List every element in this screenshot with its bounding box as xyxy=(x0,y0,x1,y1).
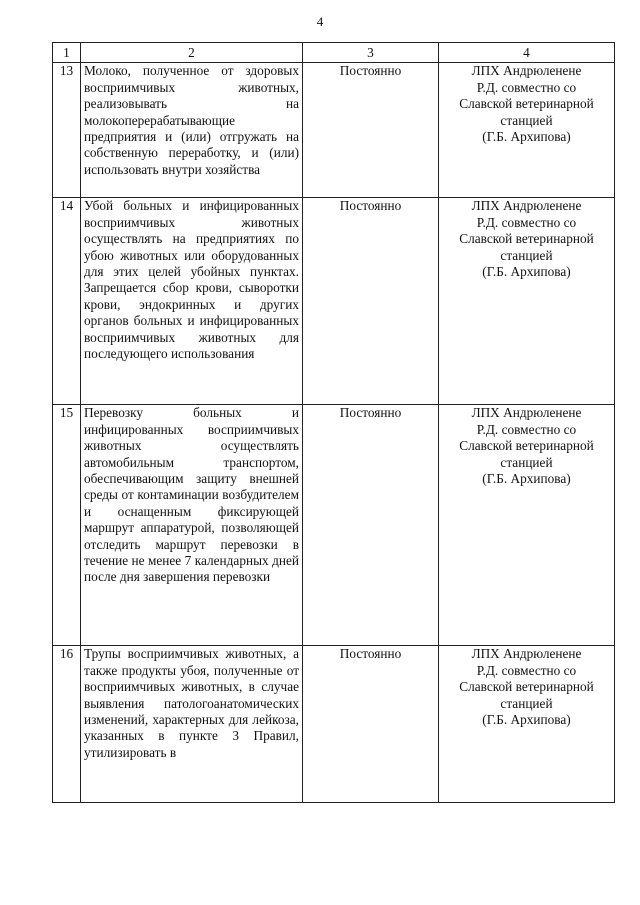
responsible-text xyxy=(439,63,615,198)
measure-text: Молоко, полученное от здоровых восприимчивых животных, реализовывать на молокоперерабатывающие предприятия и (или) отгружать на собственную переработку, и (или) использовать внутри хозяйства xyxy=(81,63,303,198)
responsible-line: ЛПХ Андрюленене xyxy=(471,63,582,79)
measures-table xyxy=(52,42,615,803)
responsible-line: Славской ветеринарной xyxy=(459,231,594,247)
responsible-line: станцией xyxy=(500,454,553,470)
column-header-measure: 2 xyxy=(81,43,303,63)
row-number: 14 xyxy=(53,198,81,405)
page-number: 4 xyxy=(316,14,324,29)
responsible-line: станцией xyxy=(500,695,553,711)
table-row xyxy=(53,198,615,405)
period-text: Постоянно xyxy=(303,405,439,646)
responsible-line: ЛПХ Андрюленене xyxy=(471,405,582,421)
responsible-line: ЛПХ Андрюленене xyxy=(471,198,582,214)
responsible-line: (Г.Б. Архипова) xyxy=(482,264,571,280)
responsible-line: Славской ветеринарной xyxy=(459,96,594,112)
table-row xyxy=(53,405,615,646)
measure-text: Убой больных и инфицированных восприимчивых животных осуществлять на предприятиях по убою животных или оборудованных для этих целей убойных пунктах. Запрещается сбор крови, сыворотки крови, эндокринных и других органов больных и инфицированных восприимчивых животных для последующего использования xyxy=(81,198,303,405)
responsible-text xyxy=(439,405,615,646)
row-number: 13 xyxy=(53,63,81,198)
responsible-line: (Г.Б. Архипова) xyxy=(482,712,571,728)
measure-text: Трупы восприимчивых животных, а также продукты убоя, полученные от восприимчивых животных, в случае выявления патологоанатомических изменений, характерных для лейкоза, указанных в пункте 3 Правил, утилизировать в xyxy=(81,646,303,803)
table-header-row xyxy=(53,43,615,63)
table-row xyxy=(53,63,615,198)
responsible-line: Р.Д. совместно со xyxy=(476,662,577,678)
column-header-responsible: 4 xyxy=(439,43,615,63)
responsible-line: станцией xyxy=(500,247,553,263)
responsible-line: Славской ветеринарной xyxy=(459,438,594,454)
row-number: 16 xyxy=(53,646,81,803)
responsible-line: Р.Д. совместно со xyxy=(476,421,577,437)
period-text: Постоянно xyxy=(303,63,439,198)
responsible-text xyxy=(439,198,615,405)
responsible-text xyxy=(439,646,615,803)
column-header-number: 1 xyxy=(53,43,81,63)
period-text: Постоянно xyxy=(303,646,439,803)
responsible-line: (Г.Б. Архипова) xyxy=(482,471,571,487)
responsible-line: Р.Д. совместно со xyxy=(476,79,577,95)
responsible-line: Славской ветеринарной xyxy=(459,679,594,695)
measure-text: Перевозку больных и инфицированных восприимчивых животных осуществлять автомобильным транспортом, обеспечивающим защиту внешней среды от контаминации возбудителем и оснащенным фиксирующей маршрут аппаратурой, позволяющей отследить маршрут перевозки в течение не менее 7 календарных дней после дня завершения перевозки xyxy=(81,405,303,646)
period-text: Постоянно xyxy=(303,198,439,405)
responsible-line: (Г.Б. Архипова) xyxy=(482,129,571,145)
responsible-line: ЛПХ Андрюленене xyxy=(471,646,582,662)
responsible-line: Р.Д. совместно со xyxy=(476,214,577,230)
row-number: 15 xyxy=(53,405,81,646)
table-row xyxy=(53,646,615,803)
column-header-period: 3 xyxy=(303,43,439,63)
responsible-line: станцией xyxy=(500,112,553,128)
